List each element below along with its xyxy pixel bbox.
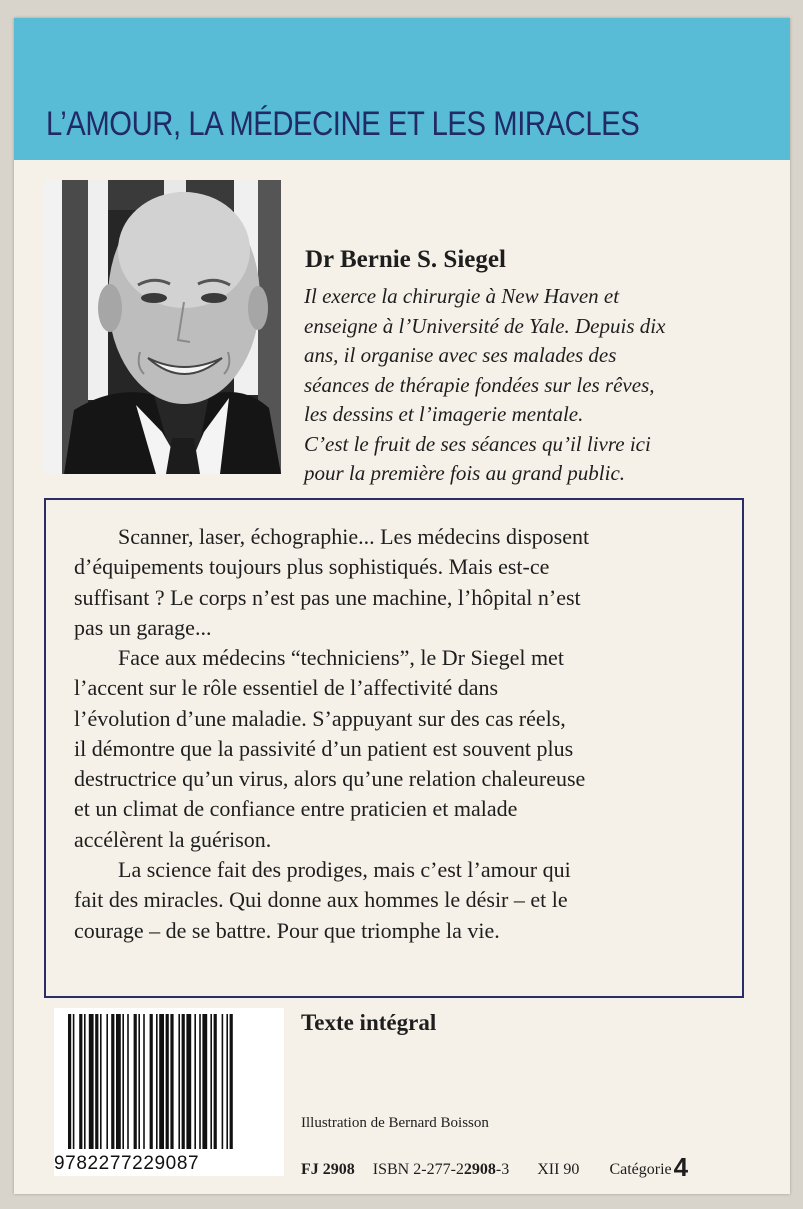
summary-line: fait des miracles. Qui donne aux hommes le désir – et le (74, 887, 568, 913)
summary-line: Face aux médecins “techniciens”, le Dr Siegel met (118, 645, 564, 670)
illustration-credit: Illustration de Bernard Boisson (301, 1115, 489, 1131)
summary-line: accélèrent la guérison. (74, 826, 272, 852)
book-back-cover (14, 18, 790, 1194)
isbn-suffix: -3 (495, 1161, 510, 1178)
summary-paragraph-1 (74, 522, 589, 643)
summary-line: pas un garage... (74, 614, 212, 640)
summary-line: et un climat de confiance entre praticien et malade (74, 796, 518, 822)
publication-info (301, 1152, 761, 1183)
summary-line: d’équipements toujours plus sophistiqués. Mais est-ce (74, 554, 550, 580)
bio-line: ans, il organise avec ses malades des (304, 343, 617, 367)
summary-line: l’évolution d’une maladie. S’appuyant sur des cas réels, (74, 705, 566, 731)
catalog-code: FJ 2908 (301, 1161, 355, 1178)
barcode-bars (54, 1008, 284, 1153)
texte-integral-label: Texte intégral (301, 1010, 437, 1035)
summary-line: Scanner, laser, échographie... Les médecins disposent (118, 524, 590, 549)
isbn-prefix: ISBN 2-277-2 (372, 1161, 464, 1178)
isbn (373, 1161, 509, 1178)
summary-line: La science fait des prodiges, mais c’est l’amour qui (118, 857, 571, 882)
summary-paragraph-3 (74, 855, 571, 946)
isbn-bold: 2908 (463, 1161, 496, 1178)
summary-paragraph-2 (74, 643, 585, 855)
category-label: Catégorie (609, 1161, 672, 1178)
bio-line: séances de thérapie fondées sur les rêves, (304, 372, 655, 397)
bio-line: pour la première fois au grand public. (304, 461, 626, 485)
barcode-number: 9782277229087 (54, 1153, 200, 1174)
summary-line: l’accent sur le rôle essentiel de l’affectivité dans (74, 675, 499, 701)
summary-line: destructrice qu’un virus, alors qu’une relation chaleureuse (74, 766, 586, 792)
book-title: L’AMOUR, LA MÉDECINE ET LES MIRACLES (46, 105, 640, 143)
summary-line: il démontre que la passivité d’un patient est souvent plus (74, 735, 574, 761)
summary-box (44, 498, 744, 998)
summary-line: suffisant ? Le corps n’est pas une machine, l’hôpital n’est (74, 584, 581, 610)
print-date: XII 90 (537, 1161, 580, 1178)
author-name: Dr Bernie S. Siegel (305, 246, 506, 273)
summary-line: courage – de se battre. Pour que triomphe la vie. (74, 917, 500, 943)
author-bio (304, 282, 774, 489)
bio-line: Il exerce la chirurgie à New Haven et (304, 284, 620, 308)
author-photo (44, 180, 281, 474)
barcode (54, 1008, 284, 1176)
bio-line: enseigne à l’Université de Yale. Depuis dix (304, 313, 666, 338)
category-number: 4 (673, 1152, 689, 1182)
bio-line: C’est le fruit de ses séances qu’il livre ici (304, 431, 651, 456)
bio-line: les dessins et l’imagerie mentale. (304, 402, 584, 426)
